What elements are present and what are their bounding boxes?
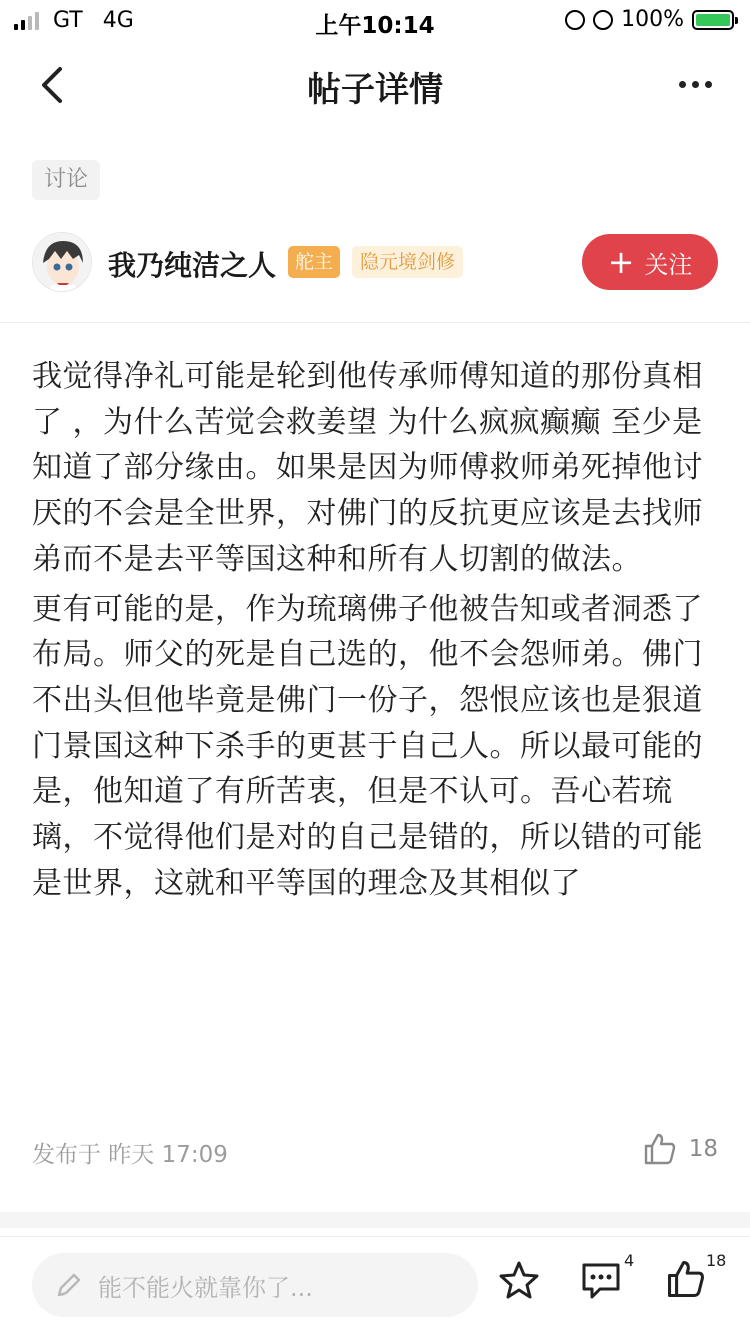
- status-right: [565, 7, 734, 32]
- owner-badge: 舵主: [288, 246, 340, 278]
- thumbs-up-icon: [643, 1132, 677, 1166]
- pencil-icon: [54, 1270, 84, 1300]
- topic-tag[interactable]: 讨论: [32, 160, 100, 200]
- comment-icon: [580, 1259, 624, 1301]
- favorite-button[interactable]: [498, 1259, 540, 1305]
- comment-placeholder: 能不能火就靠你了...: [98, 1273, 313, 1302]
- carrier-label: GT: [53, 8, 83, 33]
- follow-button[interactable]: [582, 234, 718, 290]
- avatar[interactable]: [32, 232, 92, 292]
- battery-icon: [692, 10, 734, 30]
- rank-badge: 隐元境剑修: [352, 246, 463, 278]
- comment-button[interactable]: [580, 1251, 635, 1305]
- more-dot-icon: [705, 81, 712, 88]
- network-label: 4G: [102, 8, 134, 33]
- bottom-bar: [0, 1236, 750, 1334]
- comment-input[interactable]: [32, 1253, 478, 1317]
- post-content: [32, 354, 718, 910]
- post-like-count: 18: [688, 1136, 718, 1162]
- status-time: 上午10:14: [315, 13, 435, 39]
- comment-count: 4: [624, 1251, 635, 1270]
- publish-time: 发布于 昨天 17:09: [32, 1142, 228, 1168]
- status-bar: [0, 0, 750, 40]
- post-paragraph: 我觉得净礼可能是轮到他传承师傅知道的那份真相了 ，为什么苦觉会救姜望 为什么疯疯癫癫 至少是知道了部分缘由。如果是因为师傅救师弟死掉他讨厌的不会是全世界，对佛门的反抗更应该是去找师弟而不是去平等国这种和所有人切割的做法。: [32, 359, 703, 577]
- like-count: 18: [706, 1251, 727, 1270]
- more-dot-icon: [679, 81, 686, 88]
- author-row: [32, 232, 718, 294]
- avatar-image: [33, 233, 92, 292]
- section-divider: [0, 1212, 750, 1228]
- post-like-button[interactable]: [643, 1132, 718, 1166]
- more-dot-icon: [692, 81, 699, 88]
- like-button[interactable]: [666, 1251, 727, 1303]
- battery-percent: 100%: [621, 7, 684, 32]
- follow-label: 关注: [644, 250, 693, 279]
- nav-bar: [0, 40, 750, 130]
- thumbs-up-icon: [666, 1259, 706, 1299]
- orientation-lock-icon: [565, 10, 585, 30]
- star-icon: [498, 1259, 540, 1301]
- page-title: 帖子详情: [307, 70, 443, 110]
- post-paragraph: 更有可能的是，作为琉璃佛子他被告知或者洞悉了布局。师父的死是自己选的，他不会怨师弟。佛门不出头但他毕竟是佛门一份子，怨恨应该也是狠道门景国这种下杀手的更甚于自己人。所以最可能的是，他知道了有所苦衷，但是不认可。吾心若琉璃，不觉得他们是对的自己是错的，所以错的可能是世界，这就和平等国的理念及其相似了: [32, 591, 703, 901]
- more-options-button[interactable]: [670, 64, 720, 104]
- author-name[interactable]: 我乃纯洁之人: [108, 249, 277, 282]
- alarm-icon: [593, 10, 613, 30]
- divider: [0, 322, 750, 323]
- plus-icon: +: [607, 243, 635, 281]
